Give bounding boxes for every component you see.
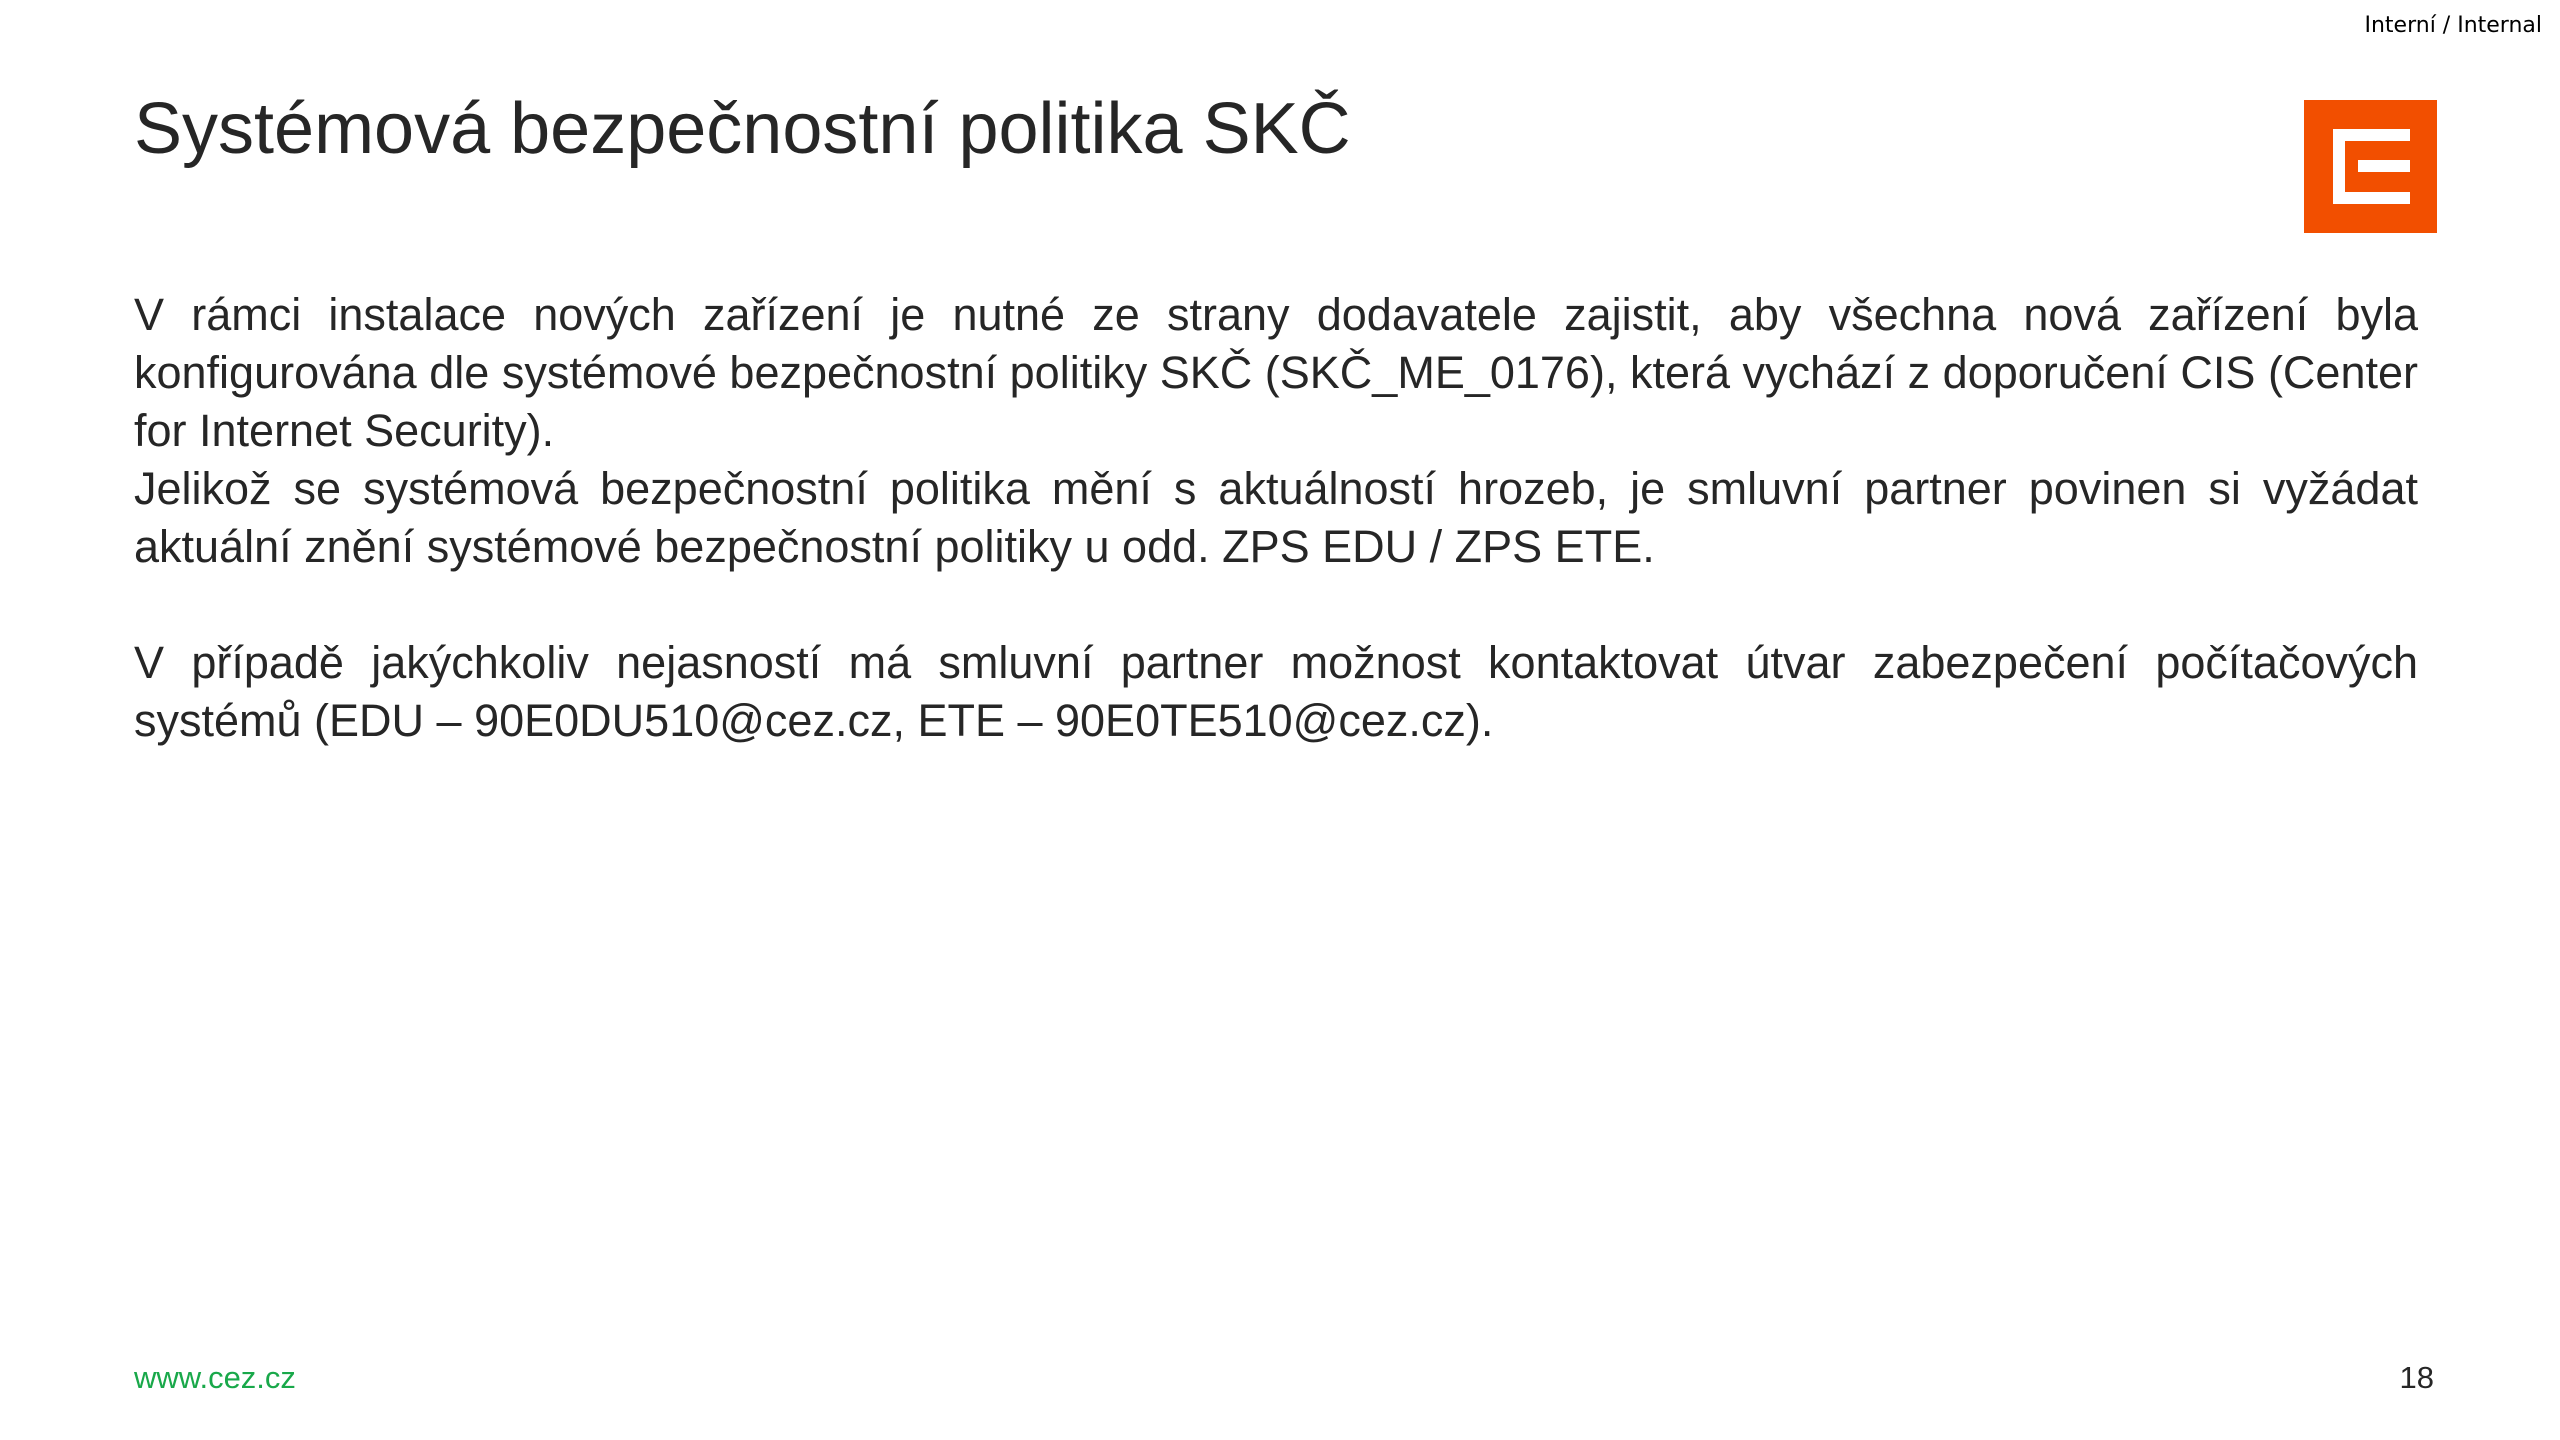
website-link[interactable]: www.cez.cz [134,1360,296,1395]
paragraph-policy-intro: V rámci instalace nových zařízení je nutné ze strany dodavatele zajistit, aby všechna nová zařízení byla konfigurována dle systémové bezpečnostní politiky SKČ (SKČ_ME_0176), která vychází z doporučení CIS (Center for Internet Security). [134,289,2418,456]
classification-label: Interní / Internal [2364,13,2542,38]
cez-logo-icon [2304,100,2437,233]
slide-title: Systémová bezpečnostní politika SKČ [134,89,1351,169]
page-number: 18 [2399,1360,2434,1395]
slide-body [134,286,2418,750]
paragraph-spacer [134,576,2418,634]
paragraph-contact: V případě jakýchkoliv nejasností má smluvní partner možnost kontaktovat útvar zabezpečení počítačových systémů (EDU – 90E0DU510@cez.cz, ETE – 90E0TE510@cez.cz). [134,637,2418,746]
paragraph-policy-update: Jelikož se systémová bezpečnostní politika mění s aktuálností hrozeb, je smluvní partner povinen si vyžádat aktuální znění systémové bezpečnostní politiky u odd. ZPS EDU / ZPS ETE. [134,463,2418,572]
